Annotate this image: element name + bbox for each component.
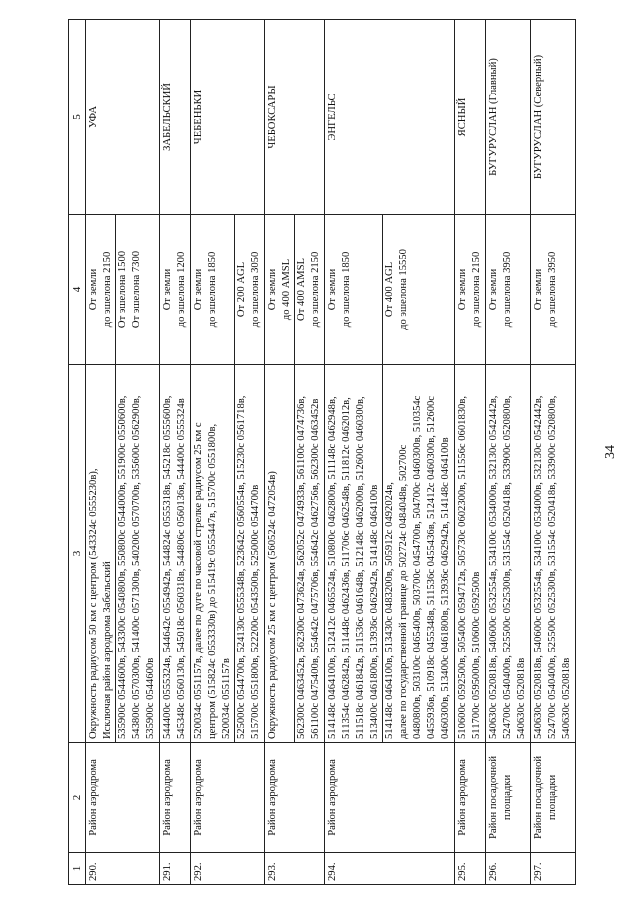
table-row xyxy=(160,20,191,885)
altitude-line: до эшелона 2150 xyxy=(102,251,113,328)
coord-line: 540630с 0520818в, 540600с 0532554в, 534100с 0534000в, 532130с 0542442в, xyxy=(533,395,544,739)
altitude-cell xyxy=(160,215,191,365)
row-number: 294. xyxy=(325,853,455,885)
table-row xyxy=(531,20,576,885)
altitude-line: От земли xyxy=(193,268,204,311)
altitude-line: до эшелона 1200 xyxy=(176,251,187,328)
coord-line: Исключая район аэродрома Забельский xyxy=(102,561,113,739)
coord-line: 535900с 0544600в, 543300с 0540800в, 550800с 0544000в, 551900с 0550600в, xyxy=(117,395,128,739)
altitude-line: От эшелона 1500 xyxy=(117,250,128,329)
coord-line: 561100с 0475400в, 554642с 0475706в, 554642с 0462756в, 562300с 0463452в xyxy=(310,398,321,739)
coord-line: 514148с 0464100в, 513430с 0483200в, 505912с 0492024в, xyxy=(384,482,395,739)
altitude-line: до эшелона 1850 xyxy=(207,251,218,328)
altitude-line: до эшелона 2150 xyxy=(310,251,321,328)
header-col-3: 3 xyxy=(69,365,86,743)
altitude-line: От земли xyxy=(162,268,173,311)
altitude-line: до 400 AMSL xyxy=(281,258,292,321)
coordinates-cell xyxy=(160,365,191,743)
place-name: ЭНГЕЛЬС xyxy=(325,20,455,215)
header-row xyxy=(69,20,86,885)
coordinates-cell xyxy=(455,365,486,743)
coord-line: центром (515824с 0553330в) до 515419с 0555447в, 515700с 0551800в, xyxy=(207,423,218,739)
table-row xyxy=(325,20,455,885)
coord-line: 540630с 0520818в xyxy=(516,657,527,739)
altitude-line: От земли xyxy=(457,268,468,311)
row-number: 290. xyxy=(86,853,160,885)
coordinates-cell xyxy=(265,365,325,743)
zone-type: Район аэродрома xyxy=(455,743,486,853)
airspace-table xyxy=(68,19,576,885)
header-col-5: 5 xyxy=(69,20,86,215)
coord-line: 0480800в, 503100с 0465400в, 503700с 0454700в, 504700с 0460300в, 510354с xyxy=(412,395,423,739)
altitude-cell xyxy=(265,215,325,365)
zone-type: Район посадочной площадки xyxy=(486,743,531,853)
coord-line: 510600с 0592500в, 505400с 0594712в, 505730с 0602300в, 511556с 0601830в, xyxy=(457,396,468,739)
altitude-cell xyxy=(455,215,486,365)
table-row xyxy=(455,20,486,885)
coord-line: 524700с 0540400в, 525500с 0525300в, 531554с 0520418в, 533900с 0520800в, xyxy=(502,395,513,739)
altitude-line: до эшелона 2150 xyxy=(471,251,482,328)
altitude-line: до эшелона 3950 xyxy=(547,251,558,328)
zone-type: Район аэродрома xyxy=(325,743,455,853)
altitude-line: От земли xyxy=(488,268,499,311)
altitude-line: От эшелона 7300 xyxy=(131,250,142,329)
place-name: БУГУРУСЛАН (Главный) xyxy=(486,20,531,215)
header-col-4: 4 xyxy=(69,215,86,365)
altitude-line: От 400 AGL xyxy=(384,261,395,318)
coord-line: 520034с 0551157в, далее по дуге по часовой стрелке радиусом 25 км с xyxy=(193,422,204,739)
zone-type: Район посадочной площадки xyxy=(531,743,576,853)
coord-line: 511518с 0461842в, 511536с 0461648в, 512148с 0462000в, 512600с 0460300в, xyxy=(355,396,366,739)
header-col-1: 1 xyxy=(69,853,86,885)
table-row xyxy=(86,20,160,885)
zone-type: Район аэродрома xyxy=(86,743,160,853)
altitude-cell xyxy=(191,215,265,365)
coord-line: 544400с 0555324в, 544642с 0554942в, 544824с 0555318в, 545218с 0555600в, xyxy=(162,395,173,739)
table-row xyxy=(265,20,325,885)
table-row xyxy=(191,20,265,885)
coord-line: 511700с 0595000в, 510600с 0592500в xyxy=(471,571,482,739)
coord-line: 545348с 0560130в, 545018с 0560318в, 544806с 0560136в, 544400с 0555324в xyxy=(176,398,187,739)
coord-line: 543800с 0570300в, 541400с 0571300в, 540200с 0570700в, 535600с 0562900в, xyxy=(131,395,142,739)
coordinates-cell xyxy=(191,365,265,743)
altitude-line: до эшелона 3050 xyxy=(250,251,261,328)
place-name: ЧЕБОКСАРЫ xyxy=(265,20,325,215)
coord-line: 515700с 0551800в, 522200с 0543500в, 525000с 0544700в xyxy=(250,484,261,739)
coordinates-cell xyxy=(531,365,576,743)
coordinates-cell xyxy=(325,365,455,743)
coord-line: 540630с 0520818в xyxy=(561,657,572,739)
place-name: ЯСНЫЙ xyxy=(455,20,486,215)
coord-line: Окружность радиусом 50 км с центром (543324с 0555230в), xyxy=(88,468,99,739)
table-row xyxy=(486,20,531,885)
altitude-line: От 200 AGL xyxy=(236,261,247,318)
row-number: 297. xyxy=(531,853,576,885)
row-number: 296. xyxy=(486,853,531,885)
zone-type: Район аэродрома xyxy=(160,743,191,853)
coord-line: 535900с 0544600в xyxy=(145,657,156,739)
place-name: БУГУРУСЛАН (Северный) xyxy=(531,20,576,215)
altitude-line: От земли xyxy=(88,268,99,311)
page-number: 34 xyxy=(603,445,618,459)
row-number: 293. xyxy=(265,853,325,885)
coord-line: 540630с 0520818в, 540600с 0532554в, 534100с 0534000в, 532130с 0542442в, xyxy=(488,395,499,739)
row-number: 291. xyxy=(160,853,191,885)
altitude-cell xyxy=(325,215,455,365)
coord-line: 524700с 0540400в, 525500с 0525300в, 531554с 0520418в, 533900с 0520800в, xyxy=(547,395,558,739)
place-name: ЧЕБЕНЬКИ xyxy=(191,20,265,215)
altitude-cell xyxy=(531,215,576,365)
altitude-line: до эшелона 3950 xyxy=(502,251,513,328)
coordinates-cell xyxy=(486,365,531,743)
coord-line: 514148с 0464100в, 512412с 0465524в, 510800с 0462800в, 511148с 0462948в, xyxy=(327,396,338,739)
altitude-line: От земли xyxy=(327,268,338,311)
coord-line: Окружность радиусом 25 км с центром (560524с 0472054в) xyxy=(267,471,278,739)
coord-line: 562300с 0463452в, 562300с 0473624в, 562052с 0474933в, 561100с 0474736в, xyxy=(296,396,307,739)
zone-type: Район аэродрома xyxy=(265,743,325,853)
coord-line: 525000с 0544700в, 524130с 0555348в, 523642с 0560554в, 515230с 0561718в, xyxy=(236,395,247,739)
coord-line: 520034с 0551157в xyxy=(221,658,232,739)
coordinates-cell xyxy=(86,365,160,743)
coord-line: 0460300в, 513400с 0461800в, 513936с 0462942в, 514148с 0464100в xyxy=(440,437,451,739)
zone-type: Район аэродрома xyxy=(191,743,265,853)
place-name: УФА xyxy=(86,20,160,215)
altitude-cell xyxy=(86,215,160,365)
altitude-line: От земли xyxy=(267,268,278,311)
coord-line: далее по государственной границе до 502724с 0484048в, 502700с xyxy=(398,444,409,739)
altitude-line: От земли xyxy=(533,268,544,311)
place-name: ЗАБЕЛЬСКИЙ xyxy=(160,20,191,215)
header-col-2: 2 xyxy=(69,743,86,853)
altitude-line: до эшелона 15550 xyxy=(398,249,409,330)
altitude-cell xyxy=(486,215,531,365)
coord-line: 511354с 0462842в, 511448с 0462436в, 511706с 0462548в, 511812с 0462012в, xyxy=(341,397,352,739)
altitude-line: до эшелона 1850 xyxy=(341,251,352,328)
row-number: 295. xyxy=(455,853,486,885)
coord-line: 513400с 0461800в, 513936с 0462942в, 514148с 0464100в xyxy=(369,484,380,739)
rotated-table-container xyxy=(68,20,572,885)
altitude-line: От 400 AMSL xyxy=(296,258,307,321)
coord-line: 0455936в, 510918с 0455348в, 511536с 0455436в, 512412с 0460300в, 512600с xyxy=(426,396,437,739)
row-number: 292. xyxy=(191,853,265,885)
